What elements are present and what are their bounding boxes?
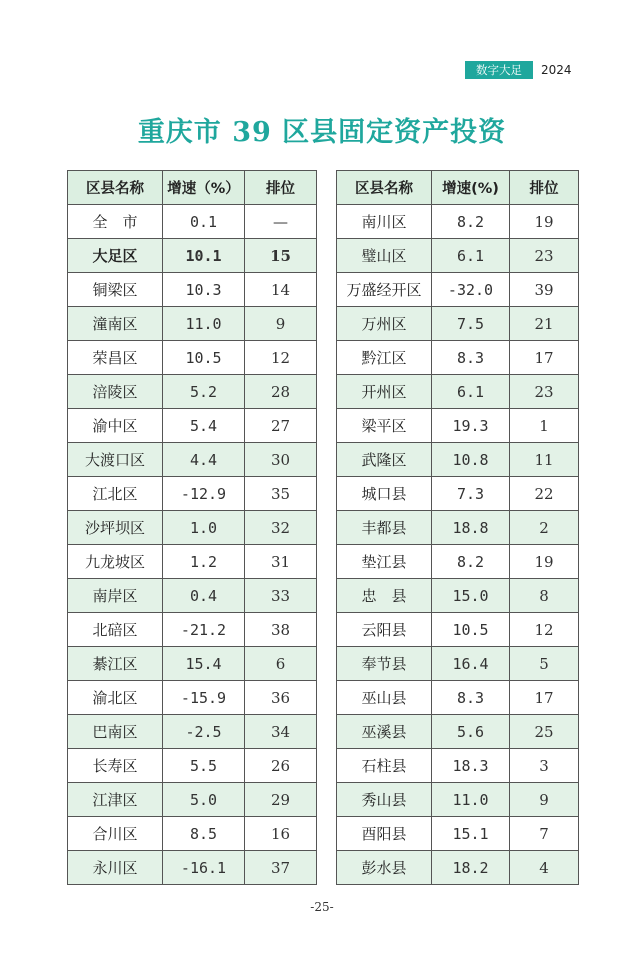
rank-cell: 19 xyxy=(510,545,579,579)
district-name-cell: 彭水县 xyxy=(337,851,432,885)
rank-cell: 17 xyxy=(510,341,579,375)
district-name-cell: 秀山县 xyxy=(337,783,432,817)
rank-cell: 26 xyxy=(245,749,317,783)
district-name-cell: 云阳县 xyxy=(337,613,432,647)
table-row xyxy=(337,511,579,545)
growth-rate-cell: -12.9 xyxy=(163,477,245,511)
district-name-cell: 北碚区 xyxy=(68,613,163,647)
district-name-cell: 黔江区 xyxy=(337,341,432,375)
table-row xyxy=(337,239,579,273)
table-row xyxy=(337,783,579,817)
growth-rate-cell: 4.4 xyxy=(163,443,245,477)
district-name-cell: 巫山县 xyxy=(337,681,432,715)
rank-cell: 33 xyxy=(245,579,317,613)
rank-cell: 28 xyxy=(245,375,317,409)
growth-rate-cell: 10.1 xyxy=(163,239,245,273)
growth-rate-cell: 6.1 xyxy=(432,375,510,409)
table-row xyxy=(337,477,579,511)
growth-rate-cell: 6.1 xyxy=(432,239,510,273)
district-name-cell: 垫江县 xyxy=(337,545,432,579)
district-name-cell: 梁平区 xyxy=(337,409,432,443)
growth-rate-cell: 5.6 xyxy=(432,715,510,749)
table-row xyxy=(337,375,579,409)
growth-rate-cell: 11.0 xyxy=(432,783,510,817)
district-name-cell: 巫溪县 xyxy=(337,715,432,749)
rank-cell: 37 xyxy=(245,851,317,885)
rank-cell: 7 xyxy=(510,817,579,851)
table-row xyxy=(337,307,579,341)
rank-cell: 15 xyxy=(245,239,317,273)
district-name-cell: 武隆区 xyxy=(337,443,432,477)
district-name-cell: 璧山区 xyxy=(337,239,432,273)
growth-rate-cell: 5.2 xyxy=(163,375,245,409)
district-name-cell: 江北区 xyxy=(68,477,163,511)
rank-cell: 21 xyxy=(510,307,579,341)
growth-rate-cell: 8.2 xyxy=(432,545,510,579)
table-row xyxy=(68,647,317,681)
rank-cell: 31 xyxy=(245,545,317,579)
rank-cell: 9 xyxy=(245,307,317,341)
column-header-district: 区县名称 xyxy=(68,171,163,205)
investment-table-left xyxy=(67,170,317,885)
district-name-cell: 永川区 xyxy=(68,851,163,885)
table-row xyxy=(68,273,317,307)
district-name-cell: 荣昌区 xyxy=(68,341,163,375)
rank-cell: — xyxy=(245,205,317,239)
table-row xyxy=(68,851,317,885)
district-name-cell: 忠 县 xyxy=(337,579,432,613)
district-name-cell: 涪陵区 xyxy=(68,375,163,409)
district-name-cell: 江津区 xyxy=(68,783,163,817)
growth-rate-cell: 10.5 xyxy=(163,341,245,375)
column-header-growth: 增速（%） xyxy=(163,171,245,205)
table-row xyxy=(68,681,317,715)
table-row xyxy=(337,273,579,307)
column-header-district: 区县名称 xyxy=(337,171,432,205)
page-number: -25- xyxy=(310,900,334,914)
investment-table-right xyxy=(336,170,579,885)
district-name-cell: 渝北区 xyxy=(68,681,163,715)
table-row xyxy=(68,511,317,545)
district-name-cell: 合川区 xyxy=(68,817,163,851)
growth-rate-cell: -16.1 xyxy=(163,851,245,885)
rank-cell: 17 xyxy=(510,681,579,715)
growth-rate-cell: 10.3 xyxy=(163,273,245,307)
table-row xyxy=(337,749,579,783)
page-title: 重庆市 39 区县固定资产投资 xyxy=(137,117,507,148)
growth-rate-cell: 8.3 xyxy=(432,341,510,375)
rank-cell: 11 xyxy=(510,443,579,477)
table-row xyxy=(68,477,317,511)
district-name-cell: 大足区 xyxy=(68,239,163,273)
district-name-cell: 大渡口区 xyxy=(68,443,163,477)
growth-rate-cell: 18.8 xyxy=(432,511,510,545)
district-name-cell: 渝中区 xyxy=(68,409,163,443)
district-name-cell: 南岸区 xyxy=(68,579,163,613)
district-name-cell: 南川区 xyxy=(337,205,432,239)
district-name-cell: 九龙坡区 xyxy=(68,545,163,579)
table-header-row xyxy=(337,171,579,205)
table-row xyxy=(68,375,317,409)
rank-cell: 12 xyxy=(510,613,579,647)
district-name-cell: 城口县 xyxy=(337,477,432,511)
rank-cell: 38 xyxy=(245,613,317,647)
district-name-cell: 奉节县 xyxy=(337,647,432,681)
table-row xyxy=(68,817,317,851)
rank-cell: 5 xyxy=(510,647,579,681)
district-name-cell: 长寿区 xyxy=(68,749,163,783)
table-row xyxy=(337,579,579,613)
growth-rate-cell: -2.5 xyxy=(163,715,245,749)
rank-cell: 3 xyxy=(510,749,579,783)
growth-rate-cell: 7.5 xyxy=(432,307,510,341)
table-row xyxy=(337,851,579,885)
column-header-rank: 排位 xyxy=(510,171,579,205)
growth-rate-cell: -21.2 xyxy=(163,613,245,647)
table-row xyxy=(337,341,579,375)
table-row xyxy=(68,613,317,647)
table-row xyxy=(68,783,317,817)
growth-rate-cell: 18.3 xyxy=(432,749,510,783)
rank-cell: 23 xyxy=(510,375,579,409)
rank-cell: 23 xyxy=(510,239,579,273)
table-header-row xyxy=(68,171,317,205)
table-row xyxy=(337,205,579,239)
growth-rate-cell: 15.4 xyxy=(163,647,245,681)
district-name-cell: 开州区 xyxy=(337,375,432,409)
rank-cell: 36 xyxy=(245,681,317,715)
growth-rate-cell: 11.0 xyxy=(163,307,245,341)
table-row xyxy=(68,443,317,477)
growth-rate-cell: -15.9 xyxy=(163,681,245,715)
rank-cell: 16 xyxy=(245,817,317,851)
growth-rate-cell: 8.3 xyxy=(432,681,510,715)
rank-cell: 2 xyxy=(510,511,579,545)
rank-cell: 25 xyxy=(510,715,579,749)
growth-rate-cell: 5.5 xyxy=(163,749,245,783)
district-name-cell: 万盛经开区 xyxy=(337,273,432,307)
growth-rate-cell: 10.8 xyxy=(432,443,510,477)
rank-cell: 35 xyxy=(245,477,317,511)
rank-cell: 29 xyxy=(245,783,317,817)
growth-rate-cell: 5.4 xyxy=(163,409,245,443)
growth-rate-cell: -32.0 xyxy=(432,273,510,307)
growth-rate-cell: 7.3 xyxy=(432,477,510,511)
table-row xyxy=(337,647,579,681)
growth-rate-cell: 18.2 xyxy=(432,851,510,885)
table-row xyxy=(68,341,317,375)
rank-cell: 9 xyxy=(510,783,579,817)
growth-rate-cell: 0.1 xyxy=(163,205,245,239)
table-row xyxy=(68,749,317,783)
table-row xyxy=(337,613,579,647)
district-name-cell: 潼南区 xyxy=(68,307,163,341)
table-row xyxy=(337,681,579,715)
district-name-cell: 巴南区 xyxy=(68,715,163,749)
table-row xyxy=(337,443,579,477)
district-name-cell: 全 市 xyxy=(68,205,163,239)
rank-cell: 39 xyxy=(510,273,579,307)
year-label: 2024 xyxy=(541,63,572,77)
district-name-cell: 石柱县 xyxy=(337,749,432,783)
growth-rate-cell: 1.2 xyxy=(163,545,245,579)
table-row xyxy=(337,817,579,851)
growth-rate-cell: 19.3 xyxy=(432,409,510,443)
table-row xyxy=(68,715,317,749)
rank-cell: 27 xyxy=(245,409,317,443)
rank-cell: 1 xyxy=(510,409,579,443)
growth-rate-cell: 8.5 xyxy=(163,817,245,851)
district-name-cell: 綦江区 xyxy=(68,647,163,681)
rank-cell: 32 xyxy=(245,511,317,545)
column-header-rank: 排位 xyxy=(245,171,317,205)
rank-cell: 34 xyxy=(245,715,317,749)
rank-cell: 4 xyxy=(510,851,579,885)
growth-rate-cell: 1.0 xyxy=(163,511,245,545)
section-badge: 数字大足 xyxy=(465,61,533,79)
column-header-growth: 增速(%) xyxy=(432,171,510,205)
district-name-cell: 万州区 xyxy=(337,307,432,341)
growth-rate-cell: 15.0 xyxy=(432,579,510,613)
rank-cell: 12 xyxy=(245,341,317,375)
rank-cell: 22 xyxy=(510,477,579,511)
district-name-cell: 酉阳县 xyxy=(337,817,432,851)
table-row xyxy=(68,545,317,579)
growth-rate-cell: 16.4 xyxy=(432,647,510,681)
rank-cell: 19 xyxy=(510,205,579,239)
growth-rate-cell: 15.1 xyxy=(432,817,510,851)
table-row xyxy=(68,205,317,239)
district-name-cell: 沙坪坝区 xyxy=(68,511,163,545)
growth-rate-cell: 0.4 xyxy=(163,579,245,613)
table-row xyxy=(68,579,317,613)
rank-cell: 30 xyxy=(245,443,317,477)
table-row xyxy=(68,409,317,443)
table-row xyxy=(337,545,579,579)
rank-cell: 8 xyxy=(510,579,579,613)
table-row xyxy=(68,307,317,341)
district-name-cell: 铜梁区 xyxy=(68,273,163,307)
rank-cell: 6 xyxy=(245,647,317,681)
growth-rate-cell: 8.2 xyxy=(432,205,510,239)
table-row xyxy=(337,715,579,749)
district-name-cell: 丰都县 xyxy=(337,511,432,545)
growth-rate-cell: 5.0 xyxy=(163,783,245,817)
growth-rate-cell: 10.5 xyxy=(432,613,510,647)
table-row xyxy=(68,239,317,273)
rank-cell: 14 xyxy=(245,273,317,307)
table-row xyxy=(337,409,579,443)
